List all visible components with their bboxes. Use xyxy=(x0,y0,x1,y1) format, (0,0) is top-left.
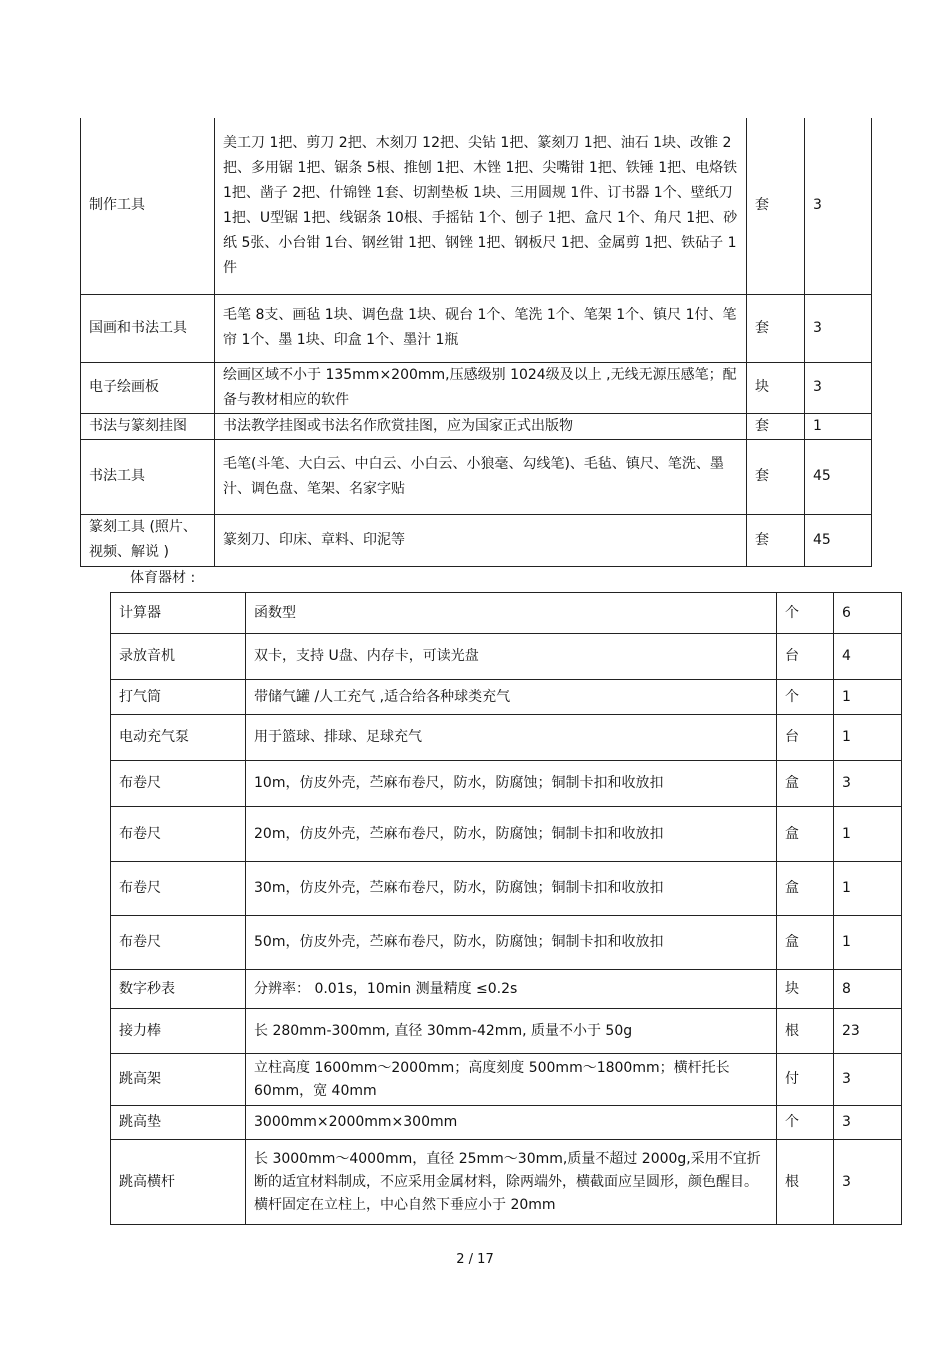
item-name: 跳高横杆 xyxy=(111,1140,246,1225)
item-unit: 套 xyxy=(747,294,805,362)
item-unit: 根 xyxy=(777,1140,834,1225)
item-unit: 套 xyxy=(747,439,805,514)
table-row xyxy=(111,1140,902,1225)
item-spec: 立柱高度 1600mm～2000mm；高度刻度 500mm～1800mm；横杆托长 60mm，宽 40mm xyxy=(246,1054,777,1106)
item-unit: 套 xyxy=(747,514,805,566)
table-row xyxy=(111,1054,902,1106)
item-unit: 盒 xyxy=(777,916,834,970)
item-name: 电动充气泵 xyxy=(111,715,246,761)
item-qty: 1 xyxy=(834,862,902,916)
item-name: 数字秒表 xyxy=(111,970,246,1009)
item-spec: 50m，仿皮外壳，苎麻布卷尺，防水，防腐蚀；铜制卡扣和收放扣 xyxy=(246,916,777,970)
item-spec: 分辨率： 0.01s，10min 测量精度 ≤0.2s xyxy=(246,970,777,1009)
item-spec: 绘画区域不小于 135mm×200mm,压感级别 1024级及以上 ,无线无源压感笔；配备与教材相应的软件 xyxy=(215,362,747,413)
item-name: 录放音机 xyxy=(111,634,246,680)
item-unit: 台 xyxy=(777,634,834,680)
item-unit: 根 xyxy=(777,1009,834,1054)
table-row xyxy=(81,413,872,439)
table-row xyxy=(111,634,902,680)
item-qty: 3 xyxy=(834,1054,902,1106)
item-unit: 个 xyxy=(777,593,834,634)
item-unit: 盒 xyxy=(777,862,834,916)
item-name: 布卷尺 xyxy=(111,807,246,862)
table-row xyxy=(111,1009,902,1054)
item-name: 书法工具 xyxy=(81,439,215,514)
item-spec: 毛笔(斗笔、大白云、中白云、小白云、小狼毫、勾线笔)、毛毡、镇尺、笔洗、墨汁、调色盘、笔架、名家字贴 xyxy=(215,439,747,514)
item-name: 制作工具 xyxy=(81,118,215,294)
item-qty: 1 xyxy=(834,680,902,715)
table-row xyxy=(111,1106,902,1140)
item-spec: 长 280mm-300mm, 直径 30mm-42mm, 质量不小于 50g xyxy=(246,1009,777,1054)
item-name: 接力棒 xyxy=(111,1009,246,1054)
item-qty: 3 xyxy=(834,761,902,807)
item-spec: 用于篮球、排球、足球充气 xyxy=(246,715,777,761)
art-equipment-table xyxy=(80,118,872,567)
table-row xyxy=(111,970,902,1009)
item-spec: 书法教学挂图或书法名作欣赏挂图，应为国家正式出版物 xyxy=(215,413,747,439)
item-qty: 4 xyxy=(834,634,902,680)
item-qty: 1 xyxy=(834,807,902,862)
item-spec: 篆刻刀、印床、章料、印泥等 xyxy=(215,514,747,566)
item-qty: 6 xyxy=(834,593,902,634)
item-qty: 3 xyxy=(805,294,872,362)
item-spec: 长 3000mm～4000mm，直径 25mm～30mm,质量不超过 2000g,采用不宜折断的适宜材料制成，不应采用金属材料，除两端外，横截面应呈圆形，颜色醒目。横杆固定在立柱上，中心自然下垂应小于 20mm xyxy=(246,1140,777,1225)
item-name: 布卷尺 xyxy=(111,916,246,970)
item-unit: 块 xyxy=(747,362,805,413)
table-row xyxy=(111,761,902,807)
item-name: 计算器 xyxy=(111,593,246,634)
page-number: 2 / 17 xyxy=(456,1252,494,1267)
item-spec: 3000mm×2000mm×300mm xyxy=(246,1106,777,1140)
item-spec: 20m，仿皮外壳，苎麻布卷尺，防水，防腐蚀；铜制卡扣和收放扣 xyxy=(246,807,777,862)
item-spec: 30m，仿皮外壳，苎麻布卷尺，防水，防腐蚀；铜制卡扣和收放扣 xyxy=(246,862,777,916)
item-unit: 台 xyxy=(777,715,834,761)
item-spec: 双卡，支持 U盘、内存卡，可读光盘 xyxy=(246,634,777,680)
item-name: 布卷尺 xyxy=(111,761,246,807)
table-row xyxy=(111,715,902,761)
item-name: 国画和书法工具 xyxy=(81,294,215,362)
item-qty: 8 xyxy=(834,970,902,1009)
table-row xyxy=(111,680,902,715)
table-row xyxy=(81,362,872,413)
item-unit: 个 xyxy=(777,1106,834,1140)
item-unit: 盒 xyxy=(777,761,834,807)
table-row xyxy=(81,294,872,362)
sports-equipment-table xyxy=(110,592,902,1225)
item-spec: 美工刀 1把、剪刀 2把、木刻刀 12把、尖钻 1把、篆刻刀 1把、油石 1块、改锥 2把、多用锯 1把、锯条 5根、推刨 1把、木锉 1把、尖嘴钳 1把、铁锤 1把、电烙铁 1把、凿子 2把、什锦锉 1套、切割垫板 1块、三用圆规 1件、订书器 1个、壁纸刀 1把、U型锯 1把、线锯条 10根、手摇钻 1个、刨子 1把、盒尺 1个、角尺 1把、砂纸 5张、小台钳 1台、钢丝钳 1把、钢锉 1把、钢板尺 1把、金属剪 1把、铁砧子 1件 xyxy=(215,118,747,294)
item-unit: 个 xyxy=(777,680,834,715)
item-name: 跳高架 xyxy=(111,1054,246,1106)
item-spec: 毛笔 8支、画毡 1块、调色盘 1块、砚台 1个、笔洗 1个、笔架 1个、镇尺 1付、笔帘 1个、墨 1块、印盒 1个、墨汁 1瓶 xyxy=(215,294,747,362)
item-qty: 3 xyxy=(805,362,872,413)
item-unit: 盒 xyxy=(777,807,834,862)
item-spec: 10m，仿皮外壳，苎麻布卷尺，防水，防腐蚀；铜制卡扣和收放扣 xyxy=(246,761,777,807)
table-row xyxy=(81,439,872,514)
item-name: 打气筒 xyxy=(111,680,246,715)
table-row xyxy=(111,593,902,634)
item-unit: 付 xyxy=(777,1054,834,1106)
section-heading: 体育器材 : xyxy=(130,570,196,586)
item-qty: 23 xyxy=(834,1009,902,1054)
item-name: 跳高垫 xyxy=(111,1106,246,1140)
item-name: 电子绘画板 xyxy=(81,362,215,413)
table-row xyxy=(111,807,902,862)
item-qty: 45 xyxy=(805,439,872,514)
item-name: 书法与篆刻挂图 xyxy=(81,413,215,439)
table-row xyxy=(81,118,872,294)
item-spec: 函数型 xyxy=(246,593,777,634)
table-row xyxy=(111,916,902,970)
item-name: 布卷尺 xyxy=(111,862,246,916)
item-unit: 套 xyxy=(747,413,805,439)
item-qty: 3 xyxy=(834,1106,902,1140)
table-row xyxy=(81,514,872,566)
item-qty: 3 xyxy=(834,1140,902,1225)
item-qty: 1 xyxy=(805,413,872,439)
item-unit: 套 xyxy=(747,118,805,294)
item-name: 篆刻工具 (照片、视频、解说 ) xyxy=(81,514,215,566)
item-unit: 块 xyxy=(777,970,834,1009)
item-qty: 1 xyxy=(834,715,902,761)
table-row xyxy=(111,862,902,916)
item-qty: 3 xyxy=(805,118,872,294)
item-qty: 45 xyxy=(805,514,872,566)
item-qty: 1 xyxy=(834,916,902,970)
item-spec: 带储气罐 /人工充气 ,适合给各种球类充气 xyxy=(246,680,777,715)
